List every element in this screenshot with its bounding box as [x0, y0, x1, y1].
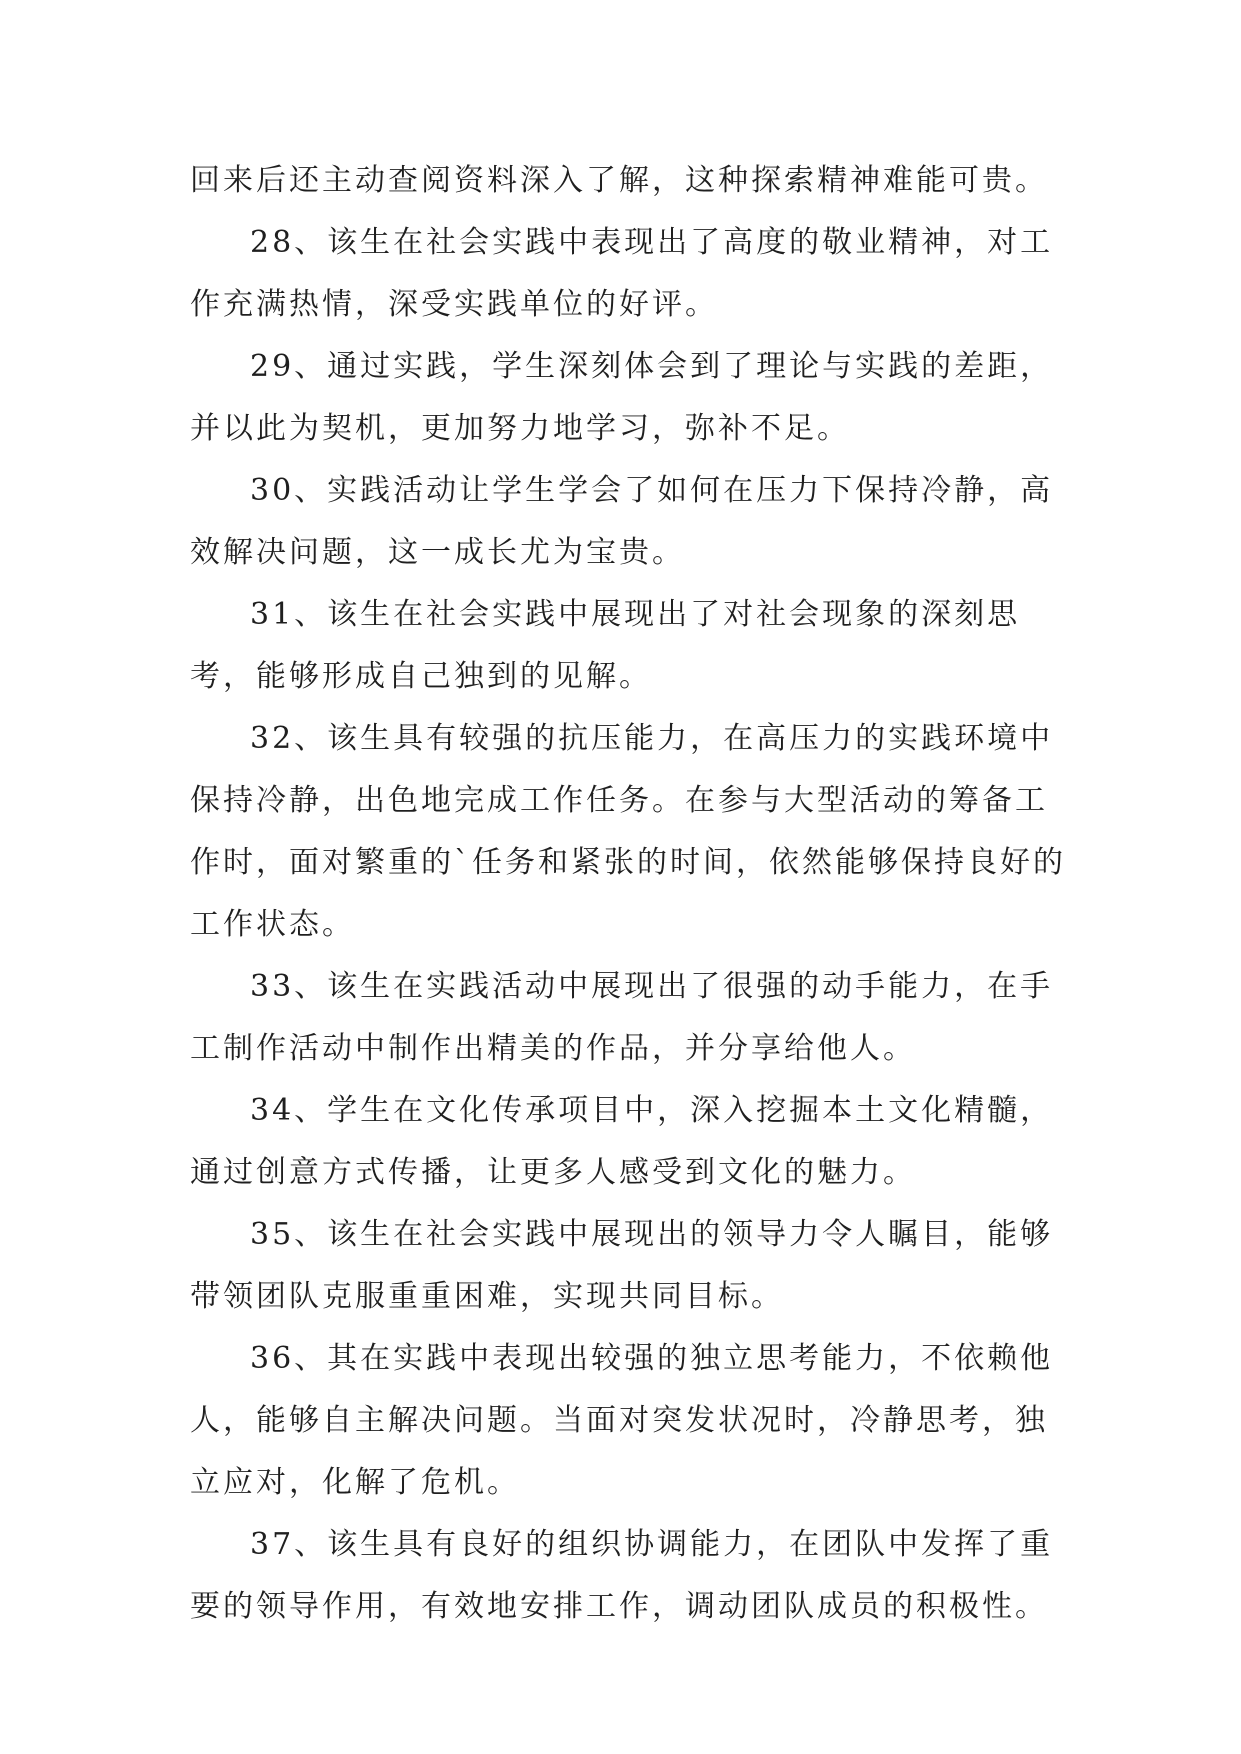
- document-body: [190, 150, 1070, 1638]
- paragraph-item-31: 31、该生在社会实践中展现出了对社会现象的深刻思考，能够形成自己独到的见解。: [190, 597, 1021, 694]
- paragraph-item-28: 28、该生在社会实践中表现出了高度的敬业精神，对工作充满热情，深受实践单位的好评。: [190, 225, 1054, 322]
- paragraph-item-33: 33、该生在实践活动中展现出了很强的动手能力，在手工制作活动中制作出精美的作品，并分享给他人。: [190, 969, 1054, 1066]
- paragraph-item-35: 35、该生在社会实践中展现出的领导力令人瞩目，能够带领团队克服重重困难，实现共同目标。: [190, 1217, 1054, 1314]
- paragraph-item-36: 36、其在实践中表现出较强的独立思考能力，不依赖他人，能够自主解决问题。当面对突发状况时，冷静思考，独立应对，化解了危机。: [190, 1341, 1054, 1500]
- paragraph-item-30: 30、实践活动让学生学会了如何在压力下保持冷静，高效解决问题，这一成长尤为宝贵。: [190, 473, 1054, 570]
- paragraph-item-32: 32、该生具有较强的抗压能力，在高压力的实践环境中保持冷静，出色地完成工作任务。在参与大型活动的筹备工作时，面对繁重的`任务和紧张的时间，依然能够保持良好的工作状态。: [190, 721, 1066, 942]
- paragraph-item-34: 34、学生在文化传承项目中，深入挖掘本土文化精髓，通过创意方式传播，让更多人感受到文化的魅力。: [190, 1093, 1054, 1190]
- paragraph-item-29: 29、通过实践，学生深刻体会到了理论与实践的差距，并以此为契机，更加努力地学习，弥补不足。: [190, 349, 1054, 446]
- paragraph-continuation: 回来后还主动查阅资料深入了解，这种探索精神难能可贵。: [190, 163, 1048, 198]
- paragraph-item-37: 37、该生具有良好的组织协调能力，在团队中发挥了重要的领导作用，有效地安排工作，调动团队成员的积极性。: [190, 1527, 1054, 1624]
